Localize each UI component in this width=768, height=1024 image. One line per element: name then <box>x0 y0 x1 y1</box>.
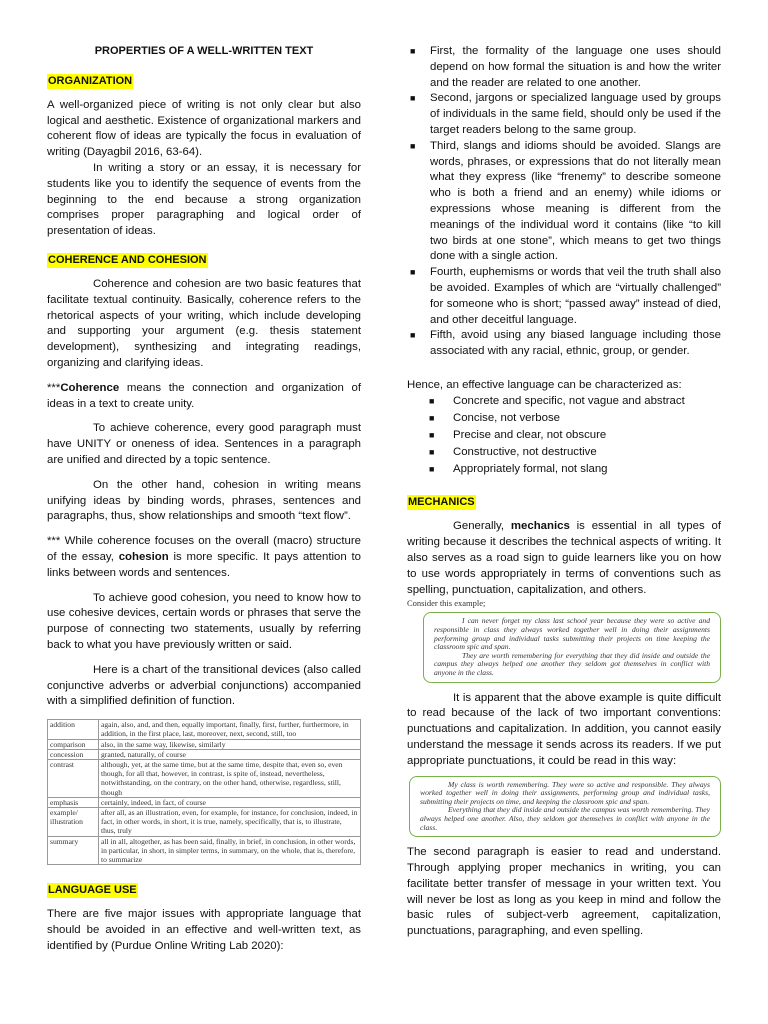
table-row <box>48 749 361 759</box>
heading-language-use: LANGUAGE USE <box>48 884 137 897</box>
example-1-paragraph-b: They are worth remembering for everything that they did inside and outside the campus they always helped one another they seldom got themselves in conflict with anyone in the class. <box>434 650 710 678</box>
list-item: ■ Fifth, avoid using any biased language including those associated with any racial, ethnic, group, or gender. <box>410 329 721 358</box>
square-bullet-icon: ■ <box>410 267 416 278</box>
heading-organization: ORGANIZATION <box>48 74 133 87</box>
list-item: ■ Appropriately formal, not slang <box>407 462 721 478</box>
table-devices: again, also, and, and then, equally important, finally, first, further, furthermore, in addition, in the first place, last, moreover, next, second, still, too <box>99 720 361 739</box>
chart-intro-paragraph: Here is a chart of the transitional devices (also called conjunctive adverbs or adverbial conjunctions) accompanied with a simplified definition of function. <box>47 663 361 708</box>
square-bullet-icon: ■ <box>429 446 435 457</box>
language-issues-list <box>407 44 721 360</box>
table-devices: certainly, indeed, in fact, of course <box>99 797 361 807</box>
coherence-paragraph-1: Coherence and cohesion are two basic features that facilitate textual continuity. Basically, coherence refers to the rhetorical aspects of your writing, which include developing and supporting your argument (e.g. thesis statement development), synthesizing and integrating readings, organizing and clarifying ideas. <box>47 277 361 369</box>
list-item: ■ Fourth, euphemisms or words that veil the truth shall also be avoided. Examples of which are “virtually challenged” for someone who is short; “passed away” instead of died, and other deceitful language. <box>410 266 721 326</box>
hence-paragraph: Hence, an effective language can be characterized as: <box>407 378 682 391</box>
cohesion-devices-paragraph: To achieve good cohesion, you need to know how to use cohesive devices, certain words or phrases that serve the purpose of connecting two statements, usually by referring back to what you have previously written or said. <box>47 591 361 651</box>
mechanics-paragraph-3: The second paragraph is easier to read and understand. Through applying proper mechanics in writing, you can facilitate better transfer of message in your written text. You will never be lost as long as you keep in mind and follow the basic rules of subject-verb agreement, capitalization, punctuations, paragraphing, and even spelling. <box>407 846 721 938</box>
coherence-paragraph-3: To achieve coherence, every good paragraph must have UNITY or oneness of idea. Sentences in a paragraph are unified and directed by a topic sentence. <box>47 422 361 466</box>
table-term: addition <box>48 720 99 739</box>
table-devices: also, in the same way, likewise, similarly <box>99 739 361 749</box>
example-1-paragraph-a: I can never forget my class last school year because they were so active and responsible in class they always worked together well in doing their assignments performing group and individual tasks submitting their projects on time keeping the classroom spic and span. <box>434 616 710 652</box>
table-row <box>48 836 361 865</box>
square-bullet-icon: ■ <box>410 46 416 56</box>
list-item: ■ Precise and clear, not obscure <box>407 428 721 444</box>
table-term: summary <box>48 836 99 865</box>
organization-paragraph-2: In writing a story or an essay, it is necessary for students like you to identify the sequence of events from the beginning to the end because a strong organization comprises proper paragraphing and logical order of presentation of ideas. <box>47 161 361 238</box>
coherence-definition: ***Coherence means the connection and organization of ideas in a text to create unity. <box>47 381 361 410</box>
punctuated-example-box <box>409 776 721 838</box>
table-devices: all in all, altogether, as has been said, finally, in brief, in conclusion, in other words, in particular, in short, in simpler terms, in summary, on the whole, that is, therefore, to summarize <box>99 836 361 865</box>
cohesion-definition: *** While coherence focuses on the overall (macro) structure of the essay, cohesion is more specific. It pays attention to links between words and sentences. <box>47 535 361 579</box>
square-bullet-icon: ■ <box>429 463 435 474</box>
document-title: PROPERTIES OF A WELL-WRITTEN TEXT <box>94 45 314 57</box>
example-2-paragraph-b: Everything that they did inside and outside the campus was worth remembering. They always helped one another. Also, they seldom got themselves in conflict with anyone in the class. <box>420 805 710 832</box>
organization-paragraph-1: A well-organized piece of writing is not only clear but also logical and aesthetic. Existence of organizational markers and coherent flow of ideas are typically the focus in evaluation of writing (Dayagbil 2016, 63-64). <box>47 98 361 159</box>
table-devices: granted, naturally, of course <box>99 749 361 759</box>
table-row <box>48 807 361 836</box>
table-term: example/ illustration <box>48 807 99 836</box>
table-row <box>48 720 361 739</box>
table-devices: although, yet, at the same time, but at the same time, despite that, even so, even though, for all that, however, in contrast, is spite of, instead, nevertheless, notwithstanding, on the contrary, on the other hand, otherwise, regardless, still, though <box>99 759 361 797</box>
example-label: Consider this example; <box>407 598 486 609</box>
table-devices: after all, as an illustration, even, for example, for instance, for conclusion, indeed, in fact, in other words, in short, it is true, namely, specifically, that is, to illustrate, thus, truly <box>99 807 361 836</box>
square-bullet-icon: ■ <box>429 412 435 423</box>
heading-coherence-cohesion: COHERENCE AND COHESION <box>48 253 207 266</box>
list-item: ■ Concise, not verbose <box>407 411 721 427</box>
list-item: ■ Second, jargons or specialized language used by groups of individuals in the same field, should only be used if the target readers belong to the same group. <box>410 92 721 136</box>
left-column <box>47 44 361 964</box>
unpunctuated-example-box <box>423 612 721 682</box>
transition-devices-table <box>47 719 361 865</box>
square-bullet-icon: ■ <box>410 140 416 151</box>
table-term: contrast <box>48 759 99 797</box>
square-bullet-icon: ■ <box>410 93 416 104</box>
table-row <box>48 759 361 797</box>
mechanics-paragraph-2: It is apparent that the above example is quite difficult to read because of the lack of two important conventions: punctuations and capitalization. In addition, you cannot easily understand the message it sends across its readers. If we put appropriate punctuations, it could be read in this way: <box>407 691 721 767</box>
list-item: ■ Constructive, not destructive <box>407 445 721 461</box>
list-item: ■ Concrete and specific, not vague and abstract <box>407 394 721 410</box>
table-term: comparison <box>48 739 99 749</box>
heading-mechanics: MECHANICS <box>408 496 475 509</box>
square-bullet-icon: ■ <box>410 330 416 341</box>
language-use-intro: There are five major issues with appropriate language that should be avoided in an effective and well-written text, as identified by (Purdue Online Writing Lab 2020): <box>47 908 361 952</box>
cohesion-paragraph: On the other hand, cohesion in writing means unifying ideas by binding words, phrases, sentences and paragraphs, thus, show relationships and smooth “text flow”. <box>47 478 361 523</box>
mechanics-paragraph-1: Generally, mechanics is essential in all types of writing because it describes the technical aspects of writing. It also serves as a road sign to guide learners like you on how to use words appropriately in terms of conventions such as spelling, punctuation, capitalization, and others. <box>407 520 721 596</box>
example-2-paragraph-a: My class is worth remembering. They were so active and responsible. They always worked together well in doing their assignments, performing group and individual tasks, submitting their projects on time, and keeping the classroom spic and span. <box>420 779 710 806</box>
square-bullet-icon: ■ <box>429 395 435 406</box>
list-item: ■ First, the formality of the language one uses should depend on how formal the situation is and how the writer and the reader are related to one another. <box>410 45 721 89</box>
list-item: ■ Third, slangs and idioms should be avoided. Slangs are words, phrases, or expressions that do not literally mean what they express (like “frenemy” to describe someone who is both a friend and an enemy) while idioms or expressions whose meaning is different from the meanings of the individual word it contains (like “to kill two birds at one stone”, which means to get two things done with a single action. <box>410 139 721 263</box>
table-term: concession <box>48 749 99 759</box>
table-term: emphasis <box>48 797 99 807</box>
right-column <box>407 44 721 949</box>
effective-language-traits-list <box>407 394 721 478</box>
square-bullet-icon: ■ <box>429 429 435 440</box>
table-row <box>48 739 361 749</box>
table-row <box>48 797 361 807</box>
